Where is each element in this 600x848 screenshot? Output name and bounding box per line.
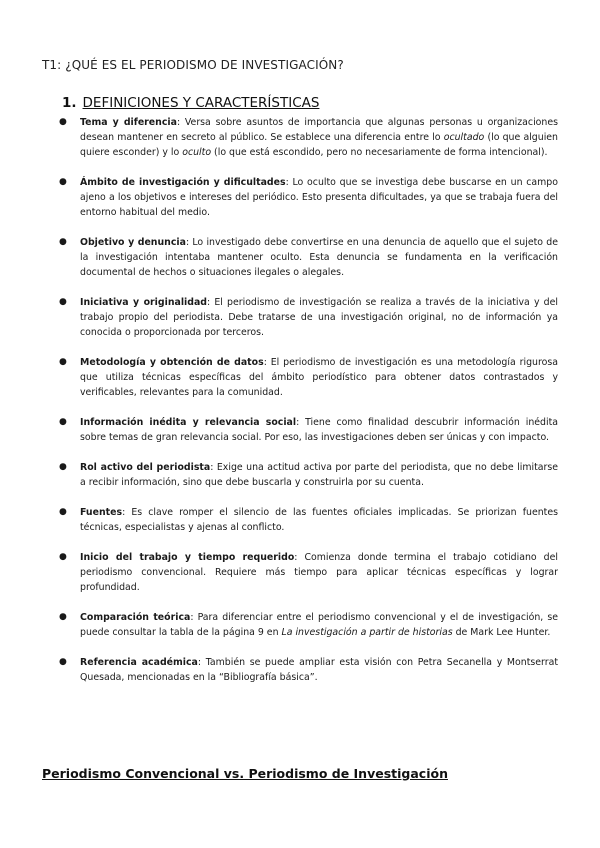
item-text: (lo que alguien quiere esconder) y lo [80, 132, 559, 158]
item-term: Referencia académica [80, 657, 198, 668]
bullet-icon: ● [59, 462, 67, 472]
item-text: : Lo oculto que se investiga debe buscarse en un campo ajeno a los objetivos e intereses del periódico. Esto presenta dificultades, ya que se trabaja fuera del entorno habitual del medio. [80, 177, 558, 218]
item-term: Comparación teórica [80, 612, 191, 623]
item-emphasis: ocultado [443, 132, 485, 143]
bullet-icon: ● [59, 417, 67, 427]
bullet-icon: ● [59, 657, 67, 667]
item-text: : Comienza donde termina el trabajo cotidiano del periodismo convencional. Requiere más tiempo para aplicar técnicas específicas y lograr profundidad. [80, 552, 558, 593]
item-term: Inicio del trabajo y tiempo requerido [80, 552, 295, 563]
item-text: (lo que está escondido, pero no necesariamente de forma intencional). [211, 147, 548, 158]
item-text: : Exige una actitud activa por parte del periodista, que no debe limitarse a recibir información, sino que debe buscarla y construirla por su cuenta. [80, 462, 558, 488]
comparison-heading: Periodismo Convencional vs. Periodismo de Investigación [42, 766, 448, 781]
item-text: : También se puede ampliar esta visión con Petra Secanella y Montserrat Quesada, mencionadas en la “Bibliografía básica”. [80, 657, 558, 683]
list-item [59, 655, 558, 685]
item-text: : Tiene como finalidad descubrir información inédita sobre temas de gran relevancia social. Por eso, las investigaciones deben ser únicas y con impacto. [80, 417, 558, 443]
item-term: Objetivo y denuncia [80, 237, 186, 248]
page-title: T1: ¿QUÉ ES EL PERIODISMO DE INVESTIGACIÓN? [42, 58, 344, 72]
bullet-icon: ● [59, 177, 67, 187]
list-item [59, 550, 558, 595]
item-term: Metodología y obtención de datos [80, 357, 264, 368]
list-item [59, 295, 559, 340]
list-item [59, 415, 558, 445]
item-term: Iniciativa y originalidad [80, 297, 207, 308]
list-item [59, 355, 558, 400]
item-term: Fuentes [80, 507, 123, 518]
bullet-icon: ● [59, 507, 67, 517]
bullet-icon: ● [59, 297, 67, 307]
item-text: de Mark Lee Hunter. [452, 627, 551, 638]
list-item [59, 460, 558, 490]
bullet-icon: ● [59, 117, 67, 127]
item-text: : Versa sobre asuntos de importancia que algunas personas u organizaciones desean mantener en secreto al público. Se establece una diferencia entre lo [80, 117, 558, 143]
definitions-list [59, 115, 559, 700]
item-term: Rol activo del periodista [80, 462, 211, 473]
bullet-icon: ● [59, 552, 67, 562]
item-text: : El periodismo de investigación se realiza a través de la iniciativa y del trabajo propio del periodista. Debe tratarse de una investigación original, no de información ya conocida o proporcionada por terceros. [80, 297, 559, 338]
list-item [59, 505, 558, 535]
item-term: Ámbito de investigación y dificultades [80, 177, 286, 188]
list-item [59, 115, 559, 160]
bullet-icon: ● [59, 237, 67, 247]
item-term: Información inédita y relevancia social [80, 417, 297, 428]
item-emphasis: La investigación a partir de historias [281, 627, 453, 638]
section-heading [62, 95, 319, 111]
item-text: : Es clave romper el silencio de las fuentes oficiales implicadas. Se priorizan fuentes técnicas, especialistas y ajenas al conflicto. [80, 507, 558, 533]
section-heading-text: DEFINICIONES Y CARACTERÍSTICAS [82, 95, 320, 111]
list-item [59, 235, 558, 280]
bullet-icon: ● [59, 357, 67, 367]
item-text: : Lo investigado debe convertirse en una denuncia de aquello que el sujeto de la investigación intentaba mantener oculto. Esta denuncia se fundamenta en la verificación documental de hechos o situaciones ilegales o alegales. [80, 237, 558, 278]
item-term: Tema y diferencia [80, 117, 177, 128]
list-item [59, 610, 558, 640]
list-item [59, 175, 558, 220]
item-emphasis: oculto [182, 147, 212, 158]
item-text: : El periodismo de investigación es una metodología rigurosa que utiliza técnicas específicas del ámbito periodístico para obtener datos contrastados y verificables, relevantes para la comunidad. [80, 357, 558, 398]
section-number: 1. [62, 95, 77, 111]
bullet-icon: ● [59, 612, 67, 622]
item-text: : Para diferenciar entre el periodismo convencional y el de investigación, se puede consultar la tabla de la página 9 en [80, 612, 558, 638]
